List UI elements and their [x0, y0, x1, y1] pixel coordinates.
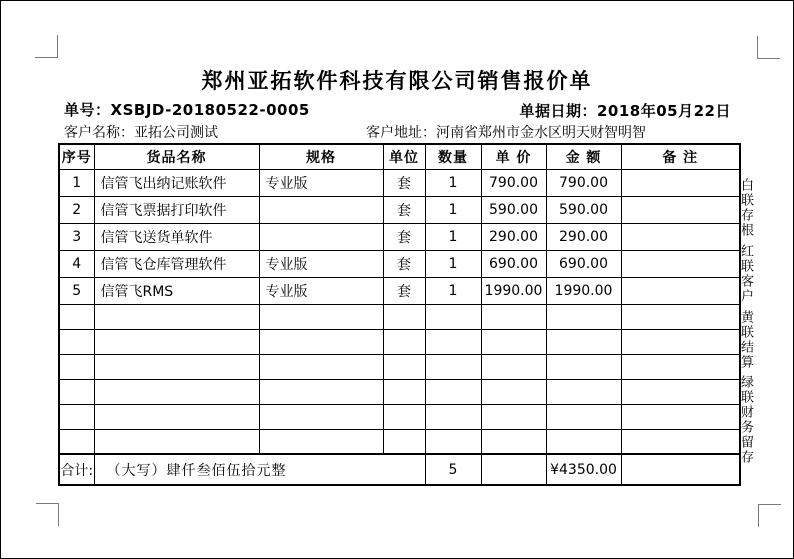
quotation-table: [58, 143, 741, 486]
empty-cell: [259, 354, 383, 379]
customer-address-label: 客户地址：: [366, 125, 436, 141]
total-amount: ¥4350.00: [546, 454, 621, 485]
crop-mark-bottom-right: [758, 504, 781, 527]
empty-cell: [59, 379, 94, 404]
cell-unit-price: 590.00: [481, 196, 546, 223]
empty-cell: [481, 304, 546, 329]
empty-cell: [425, 354, 481, 379]
total-in-words: （大写）肆仟叁佰伍拾元整: [94, 454, 425, 485]
empty-cell: [546, 404, 621, 429]
page-title: 郑州亚拓软件科技有限公司销售报价单: [201, 69, 593, 93]
empty-cell: [425, 429, 481, 454]
empty-cell: [621, 429, 740, 454]
empty-cell: [383, 429, 425, 454]
cell-qty: 1: [425, 223, 481, 250]
cell-product-name: 信管飞出纳记账软件: [94, 169, 259, 196]
cell-spec: [259, 223, 383, 250]
cell-remark: [621, 169, 740, 196]
table-row: [59, 250, 740, 277]
table-row: [59, 169, 740, 196]
cell-unit-price: 290.00: [481, 223, 546, 250]
copy-label-yellow: 黄联结算: [738, 310, 753, 370]
table-row: [59, 196, 740, 223]
empty-cell: [94, 354, 259, 379]
empty-cell: [59, 429, 94, 454]
customer-name-value: 亚拓公司测试: [134, 125, 218, 141]
cell-amount: 590.00: [546, 196, 621, 223]
empty-cell: [425, 379, 481, 404]
cell-qty: 1: [425, 169, 481, 196]
empty-cell: [546, 329, 621, 354]
table-header-row: [59, 144, 740, 169]
crop-mark-bottom-left: [36, 503, 59, 526]
order-number: [64, 99, 310, 120]
empty-cell: [481, 354, 546, 379]
empty-table-row: [59, 404, 740, 429]
document-date-label: 单据日期：: [519, 102, 597, 120]
cell-amount: 1990.00: [546, 277, 621, 304]
empty-cell: [59, 304, 94, 329]
empty-cell: [481, 404, 546, 429]
empty-cell: [546, 354, 621, 379]
empty-table-row: [59, 379, 740, 404]
col-header-unit: 单位: [383, 144, 425, 169]
empty-cell: [259, 329, 383, 354]
cell-unit: 套: [383, 277, 425, 304]
empty-cell: [621, 404, 740, 429]
empty-cell: [621, 304, 740, 329]
empty-table-row: [59, 429, 740, 454]
empty-cell: [621, 379, 740, 404]
copy-label-white: 白联存根: [738, 178, 753, 238]
empty-cell: [259, 404, 383, 429]
empty-cell: [425, 329, 481, 354]
col-header-qty: 数量: [425, 144, 481, 169]
empty-cell: [383, 329, 425, 354]
order-number-label: 单号：: [64, 101, 111, 119]
customer-address: [366, 122, 646, 142]
document-date-value: 2018年05月22日: [597, 102, 731, 120]
cell-spec: [259, 196, 383, 223]
empty-cell: [425, 404, 481, 429]
total-qty: 5: [425, 454, 481, 485]
empty-cell: [94, 379, 259, 404]
customer-address-value: 河南省郑州市金水区明天财智明智: [436, 125, 646, 141]
empty-cell: [621, 329, 740, 354]
col-header-spec: 规格: [259, 144, 383, 169]
empty-cell: [94, 304, 259, 329]
col-header-index: 序号: [59, 144, 94, 169]
total-remark-empty: [621, 454, 740, 485]
cell-product-name: 信管飞RMS: [94, 277, 259, 304]
empty-cell: [259, 304, 383, 329]
cell-remark: [621, 250, 740, 277]
cell-unit: 套: [383, 223, 425, 250]
cell-unit: 套: [383, 250, 425, 277]
cell-qty: 1: [425, 250, 481, 277]
empty-cell: [59, 404, 94, 429]
cell-unit-price: 790.00: [481, 169, 546, 196]
cell-product-name: 信管飞票据打印软件: [94, 196, 259, 223]
cell-index: 5: [59, 277, 94, 304]
empty-cell: [94, 429, 259, 454]
table-row: [59, 277, 740, 304]
cell-index: 2: [59, 196, 94, 223]
cell-amount: 290.00: [546, 223, 621, 250]
empty-table-row: [59, 304, 740, 329]
empty-cell: [546, 379, 621, 404]
col-header-remark: 备 注: [621, 144, 740, 169]
copy-label-green: 绿联财务留存: [738, 375, 753, 465]
cell-remark: [621, 277, 740, 304]
empty-cell: [383, 304, 425, 329]
cell-amount: 690.00: [546, 250, 621, 277]
customer-name-label: 客户名称：: [64, 125, 134, 141]
empty-table-row: [59, 329, 740, 354]
order-number-value: XSBJD-20180522-0005: [110, 101, 310, 119]
cell-amount: 790.00: [546, 169, 621, 196]
cell-unit: 套: [383, 169, 425, 196]
total-row: [59, 454, 740, 485]
empty-cell: [481, 329, 546, 354]
total-label: 合计:: [59, 454, 94, 485]
empty-cell: [481, 429, 546, 454]
empty-cell: [59, 354, 94, 379]
empty-table-row: [59, 354, 740, 379]
empty-cell: [383, 404, 425, 429]
empty-cell: [94, 404, 259, 429]
cell-index: 4: [59, 250, 94, 277]
table-body: [59, 169, 740, 485]
cell-remark: [621, 223, 740, 250]
cell-spec: 专业版: [259, 169, 383, 196]
empty-cell: [94, 329, 259, 354]
cell-unit-price: 1990.00: [481, 277, 546, 304]
table-row: [59, 223, 740, 250]
col-header-amount: 金 额: [546, 144, 621, 169]
cell-index: 3: [59, 223, 94, 250]
cell-unit: 套: [383, 196, 425, 223]
cell-spec: 专业版: [259, 277, 383, 304]
empty-cell: [259, 379, 383, 404]
cell-spec: 专业版: [259, 250, 383, 277]
cell-qty: 1: [425, 277, 481, 304]
customer-name: [64, 122, 218, 142]
empty-cell: [546, 429, 621, 454]
cell-unit-price: 690.00: [481, 250, 546, 277]
empty-cell: [546, 304, 621, 329]
crop-mark-top-left: [35, 35, 58, 58]
col-header-product-name: 货品名称: [94, 144, 259, 169]
empty-cell: [425, 304, 481, 329]
empty-cell: [481, 379, 546, 404]
cell-index: 1: [59, 169, 94, 196]
empty-cell: [621, 354, 740, 379]
empty-cell: [59, 329, 94, 354]
empty-cell: [383, 379, 425, 404]
cell-remark: [621, 196, 740, 223]
cell-product-name: 信管飞仓库管理软件: [94, 250, 259, 277]
empty-cell: [383, 354, 425, 379]
cell-product-name: 信管飞送货单软件: [94, 223, 259, 250]
total-price-empty: [481, 454, 546, 485]
crop-mark-top-right: [757, 36, 780, 59]
cell-qty: 1: [425, 196, 481, 223]
col-header-unit-price: 单 价: [481, 144, 546, 169]
document-date: [519, 100, 731, 121]
empty-cell: [259, 429, 383, 454]
copy-label-red: 红联客户: [738, 244, 753, 304]
